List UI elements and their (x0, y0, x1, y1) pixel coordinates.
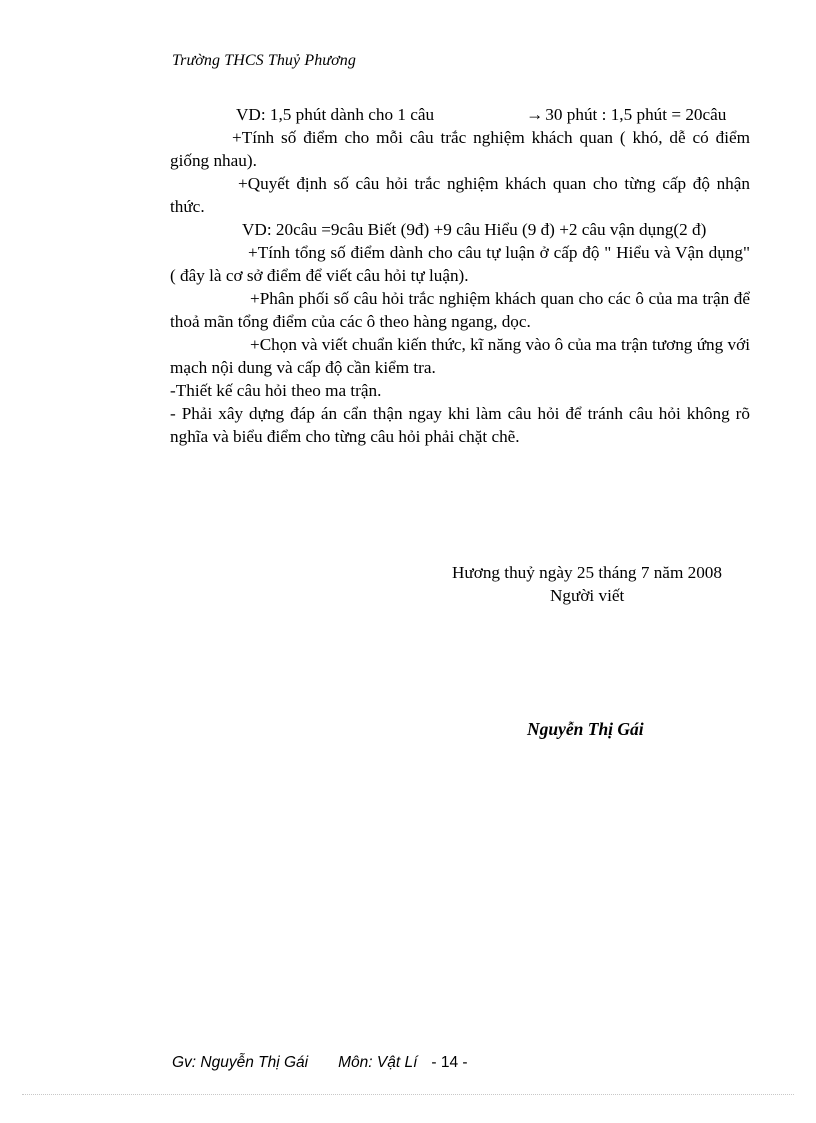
author-name: Nguyễn Thị Gái (527, 719, 644, 739)
place-date: Hương thuỷ ngày 25 tháng 7 năm 2008 (452, 563, 722, 582)
document-body (170, 103, 750, 448)
example-time-right: 30 phút : 1,5 phút = 20câu (545, 105, 727, 124)
paragraph-design: -Thiết kế câu hỏi theo ma trận. (170, 381, 382, 400)
example-distribution: VD: 20câu =9câu Biết (9đ) +9 câu Hiểu (9 đ) +2 câu vận dụng(2 đ) (242, 220, 707, 239)
arrow-right-icon: → (526, 105, 544, 124)
paragraph-allocate: +Phân phối số câu hỏi trắc nghiệm khách quan cho các ô của ma trận để thoả mãn tổng điểm của các ô theo hàng ngang, dọc. (170, 289, 750, 331)
page-number: - 14 - (431, 1054, 468, 1071)
example-time-line (170, 103, 750, 126)
paragraph-answer-key: - Phải xây dựng đáp án cẩn thận ngay khi làm câu hỏi để tránh câu hỏi không rõ nghĩa và biểu điểm cho từng câu hỏi phải chặt chẽ. (170, 404, 750, 446)
writer-label: Người viết (550, 586, 625, 605)
page-bottom-divider (22, 1094, 794, 1095)
paragraph-decide-count: +Quyết định số câu hỏi trắc nghiệm khách quan cho từng cấp độ nhận thức. (170, 174, 750, 216)
footer-subject: Môn: Vật Lí (338, 1054, 418, 1071)
paragraph-choose: +Chọn và viết chuẩn kiến thức, kĩ năng vào ô của ma trận tương ứng với mạch nội dung và cấp độ cần kiểm tra. (170, 335, 750, 377)
paragraph-score-per-question: +Tính số điểm cho mỗi câu trắc nghiệm khách quan ( khó, dễ có điểm giống nhau). (170, 128, 750, 170)
paragraph-total-essay: +Tính tổng số điểm dành cho câu tự luận ở cấp độ " Hiểu và Vận dụng" ( đây là cơ sở điểm để viết câu hỏi tự luận). (170, 243, 750, 285)
example-time-left: VD: 1,5 phút dành cho 1 câu (236, 105, 435, 124)
page-footer (172, 1054, 468, 1072)
page-header-school: Trường THCS Thuỷ Phương (172, 52, 356, 69)
footer-teacher: Gv: Nguyễn Thị Gái (172, 1054, 309, 1071)
